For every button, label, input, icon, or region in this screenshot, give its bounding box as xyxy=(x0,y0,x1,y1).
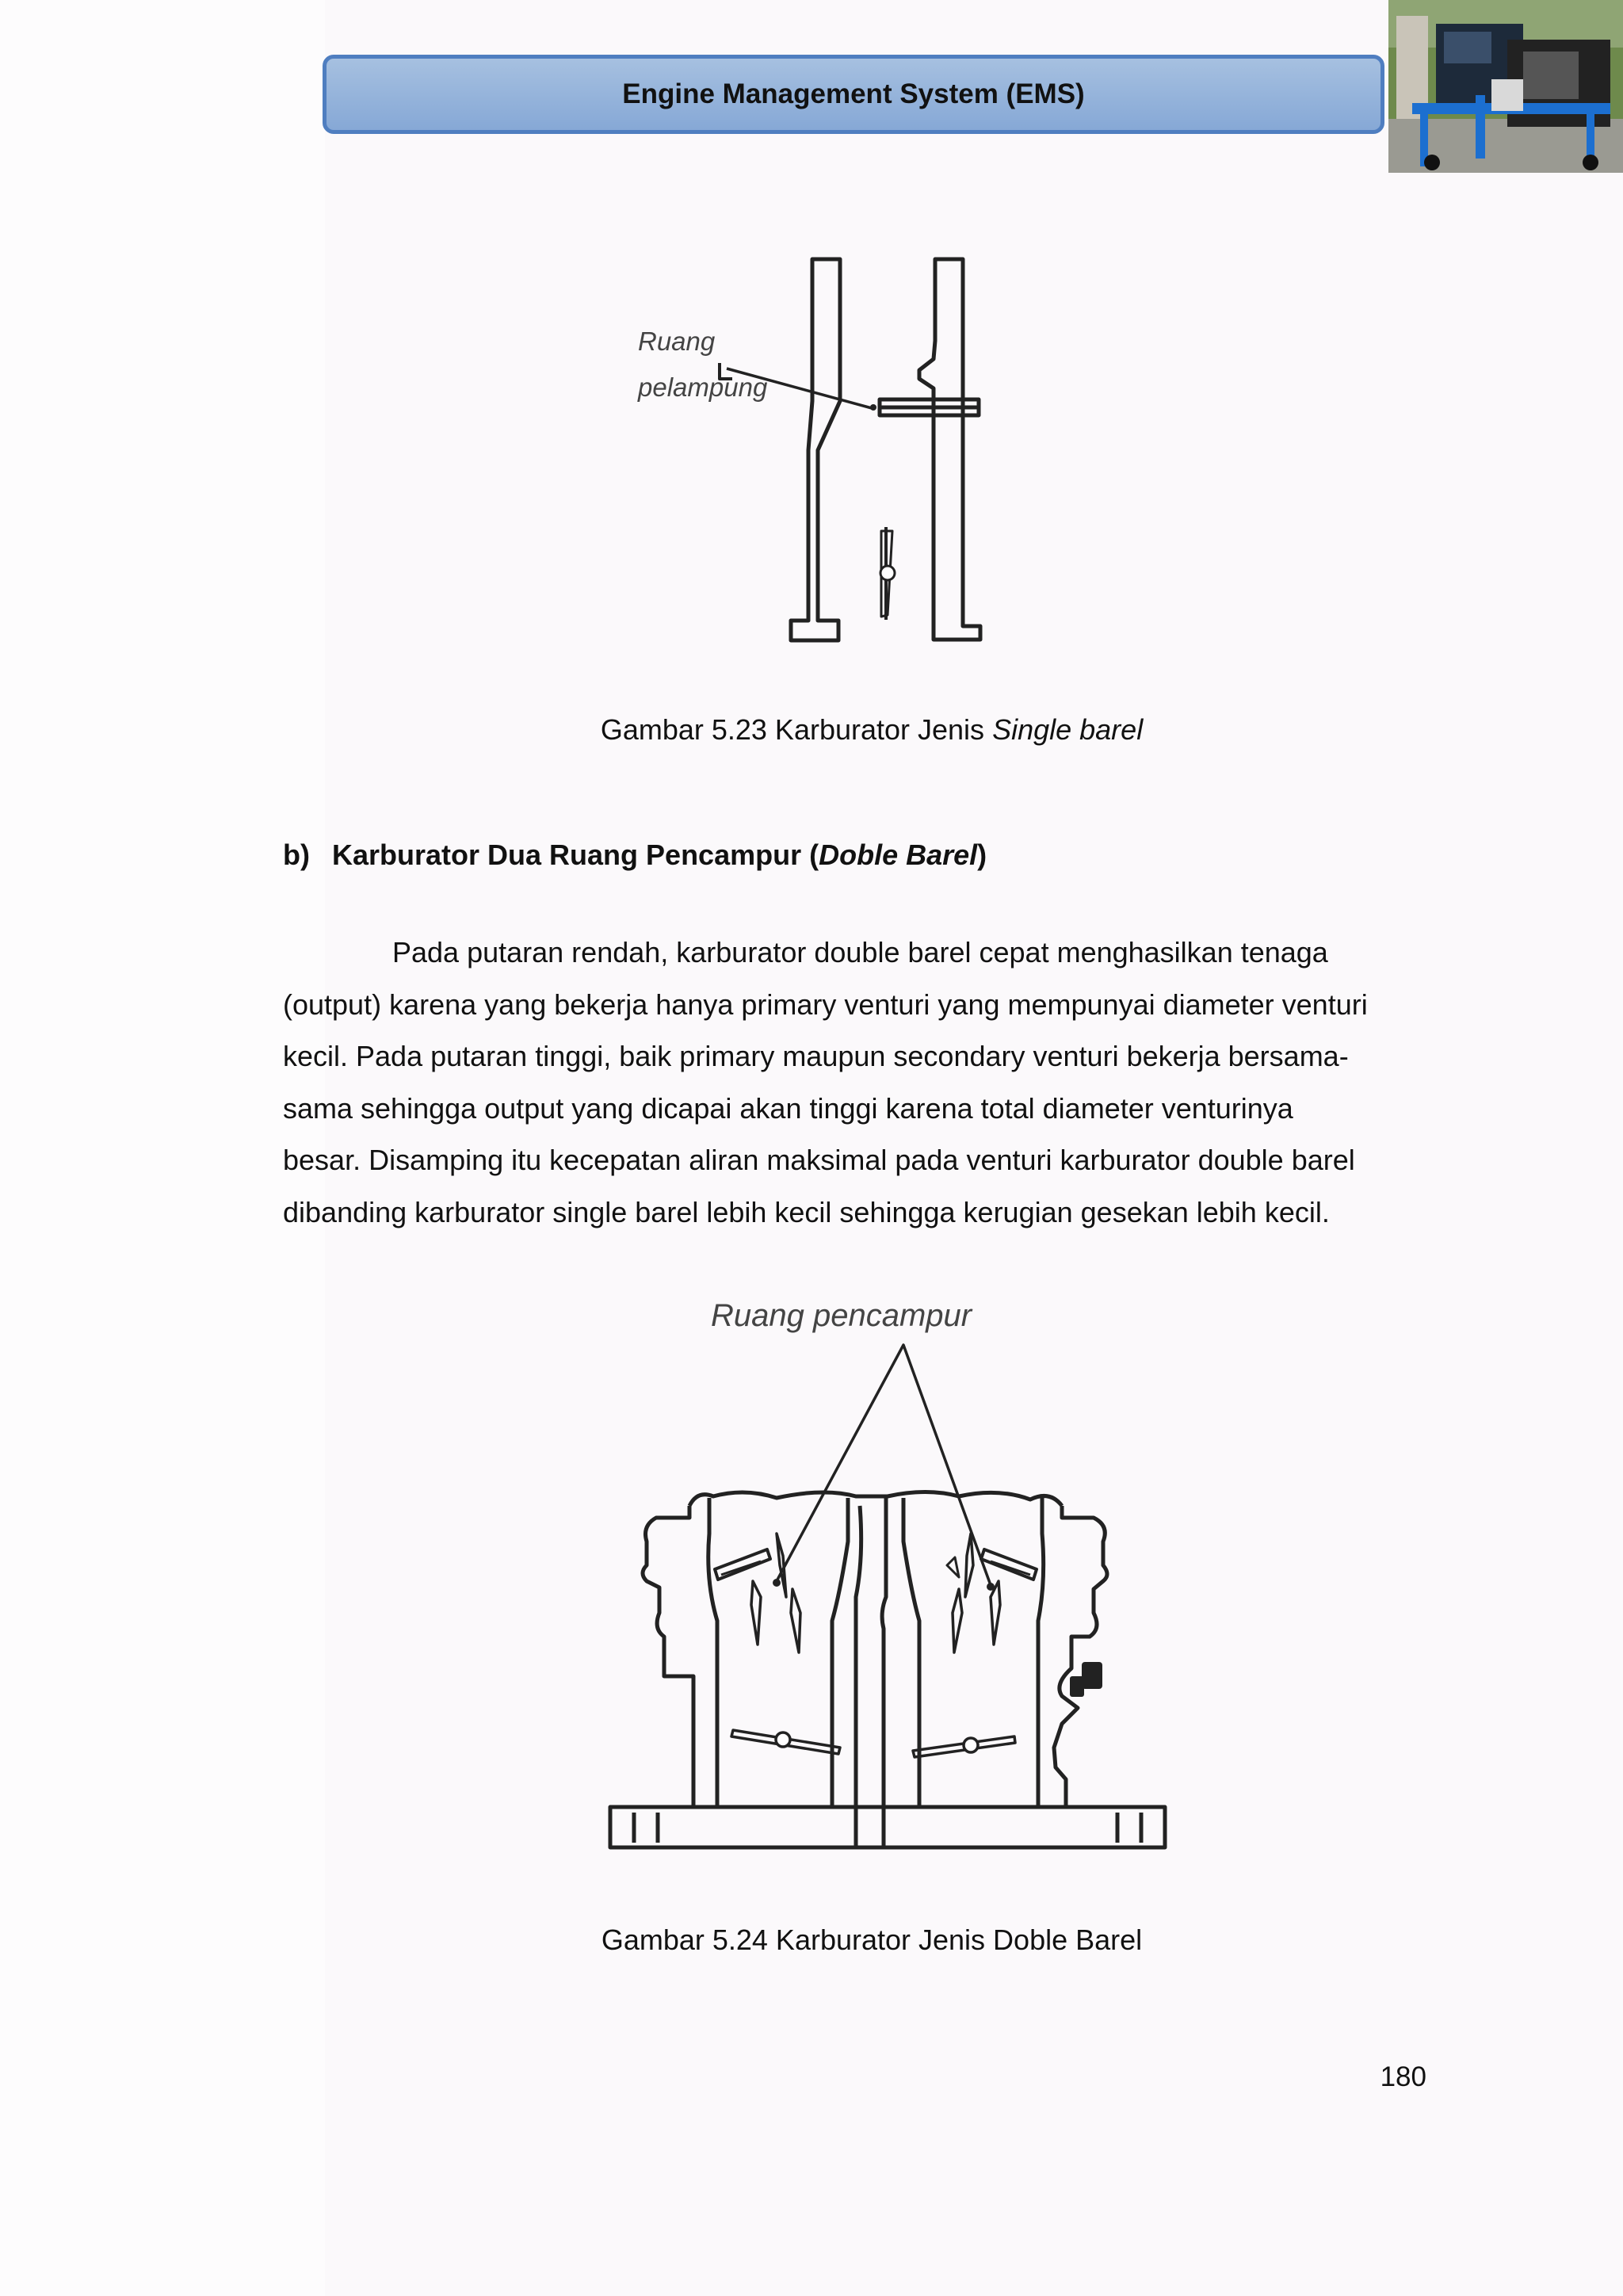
float-chamber-label-line2: pelampung xyxy=(638,372,768,402)
section-title: Karburator Dua Ruang Pencampur ( xyxy=(332,839,819,871)
paragraph-line: sama sehingga output yang dicapai akan tinggi karena total diameter venturinya xyxy=(283,1091,1293,1125)
section-heading xyxy=(283,839,987,872)
figure-caption-5-24: Gambar 5.24 Karburator Jenis Doble Barel xyxy=(601,1924,1143,1956)
section-title-suffix: ) xyxy=(977,839,987,871)
paragraph-line: (output) karena yang bekerja hanya primary venturi yang mempunyai diameter venturi xyxy=(283,988,1368,1021)
section-number: b) xyxy=(283,839,310,871)
figure-caption-5-23 xyxy=(475,713,1268,747)
paragraph-line: Pada putaran rendah, karburator double barel cepat menghasilkan tenaga xyxy=(392,936,1328,968)
caption-italic-text: Single barel xyxy=(992,713,1144,746)
body-paragraph xyxy=(283,926,1432,1238)
section-title-italic: Doble Barel xyxy=(819,839,978,871)
header-title: Engine Management System (EMS) xyxy=(622,78,1085,109)
mixing-chamber-label: Ruang pencampur xyxy=(711,1298,972,1333)
single-barrel-diagram xyxy=(618,246,999,658)
page-number: 180 xyxy=(1380,2061,1426,2092)
double-barrel-diagram xyxy=(586,1280,1173,1866)
paragraph-line: kecil. Pada putaran tinggi, baik primary maupun secondary venturi bekerja bersama- xyxy=(283,1040,1349,1072)
paragraph-line: besar. Disamping itu kecepatan aliran maksimal pada venturi karburator double barel xyxy=(283,1144,1355,1176)
engine-trainer-photo xyxy=(1388,0,1623,173)
float-chamber-label-line1: Ruang xyxy=(638,327,716,356)
header-banner xyxy=(323,55,1384,134)
caption-text: Gambar 5.23 Karburator Jenis xyxy=(600,713,993,746)
paragraph-line: dibanding karburator single barel lebih kecil sehingga kerugian gesekan lebih kecil. xyxy=(283,1195,1330,1228)
